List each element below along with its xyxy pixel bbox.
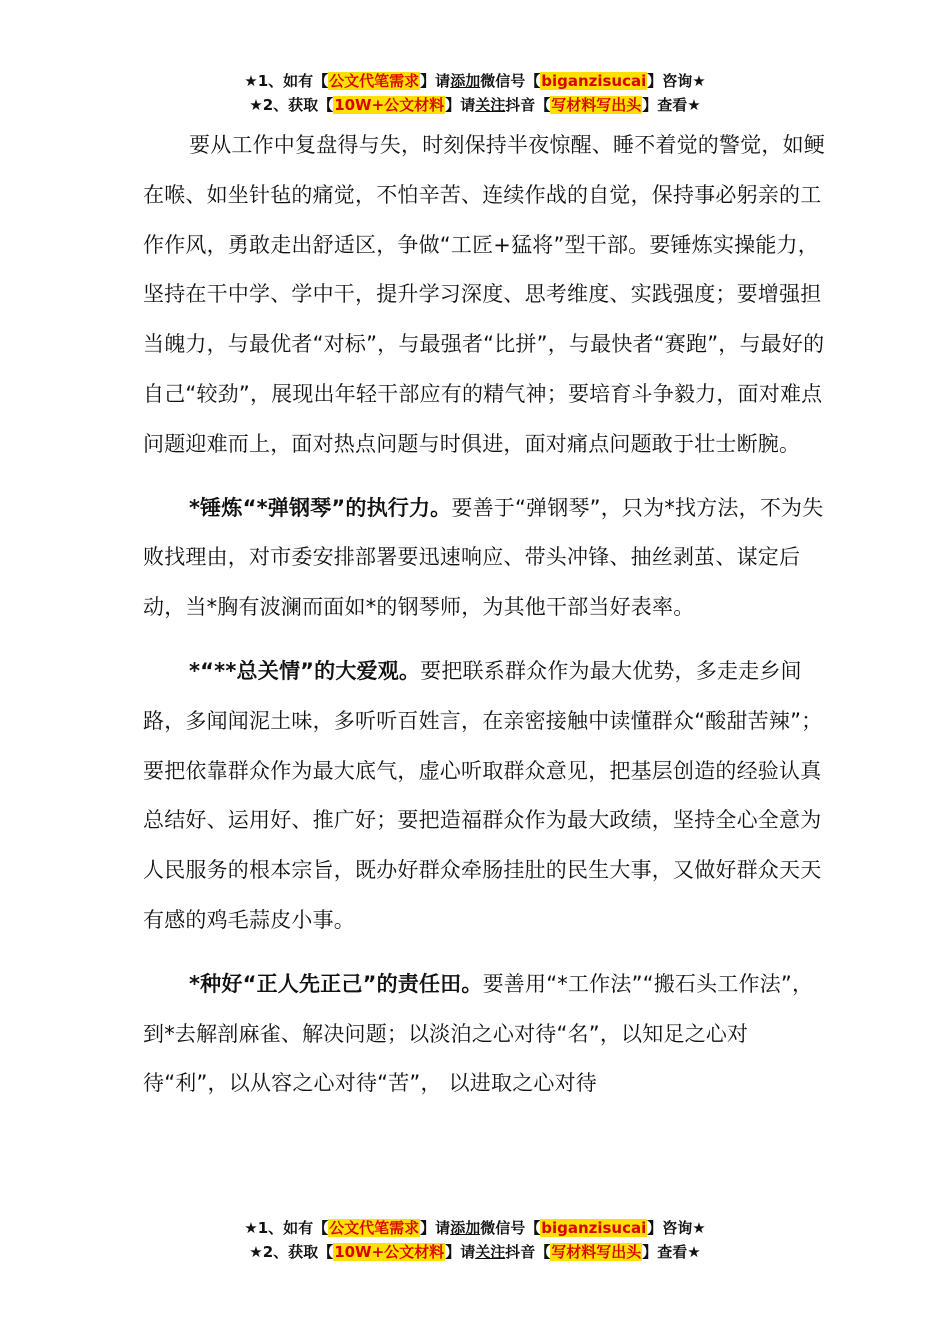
- banner-text: 微信号【: [480, 72, 541, 90]
- banner-line-2: [0, 93, 950, 117]
- paragraph-heading: *“**总关情”的大爱观。: [189, 658, 421, 683]
- banner-highlight: biganzisucai: [541, 72, 647, 90]
- banner-highlight: 10W+公文材料: [334, 96, 445, 114]
- paragraph-text: 要从工作中复盘得与失，时刻保持半夜惊醒、睡不着觉的警觉，如鲠在喉、如坐针毡的痛觉，不怕辛苦、连续作战的自觉，保持事必躬亲的工作作风，勇敢走出舒适区，争做“工匠+猛将”型干部。要锤炼实操能力，坚持在干中学、学中干，提升学习深度、思考维度、实践强度；要增强担当魄力，与最优者“对标”，与最强者“比拼”，与最快者“赛跑”，与最好的自己“较劲”，展现出年轻干部应有的精气神；要培育斗争毅力，面对难点问题迎难而上，面对热点问题与时俱进，面对痛点问题敢于壮士断腕。: [143, 133, 825, 456]
- banner-highlight: 10W+公文材料: [334, 1243, 445, 1261]
- paragraph: [143, 647, 833, 946]
- banner-line-1: [0, 69, 950, 93]
- banner-highlight: 写材料写出头: [551, 1243, 642, 1261]
- banner-line-2: [0, 1240, 950, 1264]
- banner-text: 】查看★: [642, 1243, 701, 1261]
- banner-underlined: 关注: [475, 96, 506, 114]
- banner-line-1: [0, 1216, 950, 1240]
- header-banner: [0, 69, 950, 117]
- banner-underlined: 添加: [450, 72, 481, 90]
- banner-text: 】咨询★: [647, 72, 706, 90]
- banner-text: 抖音【: [505, 1243, 551, 1261]
- banner-text: ★2、获取【: [249, 96, 334, 114]
- banner-text: ★1、如有【: [244, 1219, 329, 1237]
- banner-text: 】请: [445, 96, 476, 114]
- paragraph-text: 要把联系群众作为最大优势，多走走乡间路，多闻闻泥土味，多听听百姓言，在亲密接触中读懂群众“酸甜苦辣”；要把依靠群众作为最大底气，虚心听取群众意见，把基层创造的经验认真总结好、运用好、推广好；要把造福群众作为最大政绩，坚持全心全意为人民服务的根本宗旨，既办好群众牵肠挂肚的民生大事，又做好群众天天有感的鸡毛蒜皮小事。: [143, 658, 823, 932]
- footer-banner: [0, 1216, 950, 1264]
- banner-text: 】请: [445, 1243, 476, 1261]
- banner-text: 】请: [420, 1219, 451, 1237]
- paragraph-text: 要善于“弹钢琴”，只为*找方法，不为失败找理由，对市委安排部署要迅速响应、带头冲锋、抽丝剥茧、谋定后动，当*胸有波澜而面如*的钢琴师，为其他干部当好表率。: [143, 495, 824, 620]
- banner-text: ★2、获取【: [249, 1243, 334, 1261]
- banner-highlight: 公文代笔需求: [329, 1219, 420, 1237]
- banner-highlight: 公文代笔需求: [329, 72, 420, 90]
- banner-text: 抖音【: [505, 96, 551, 114]
- banner-highlight: 写材料写出头: [551, 96, 642, 114]
- banner-underlined: 添加: [450, 1219, 481, 1237]
- paragraph: [143, 960, 833, 1109]
- paragraph-text: 要善用“*工作法”“搬石头工作法”，到*去解剖麻雀、解决问题；以淡泊之心对待“名”，以知足之心对待“利”，以从容之心对待“苦”， 以进取之心对待: [143, 971, 814, 1096]
- paragraph-heading: *种好“正人先正己”的责任田。: [189, 971, 483, 996]
- paragraph: [143, 121, 833, 470]
- banner-text: 微信号【: [480, 1219, 541, 1237]
- banner-text: 】请: [420, 72, 451, 90]
- paragraph: [143, 484, 833, 633]
- document-body: [143, 121, 833, 1123]
- banner-text: ★1、如有【: [244, 72, 329, 90]
- banner-text: 】查看★: [642, 96, 701, 114]
- banner-underlined: 关注: [475, 1243, 506, 1261]
- banner-text: 】咨询★: [647, 1219, 706, 1237]
- banner-highlight: biganzisucai: [541, 1219, 647, 1237]
- paragraph-heading: *锤炼“*弹钢琴”的执行力。: [189, 495, 452, 520]
